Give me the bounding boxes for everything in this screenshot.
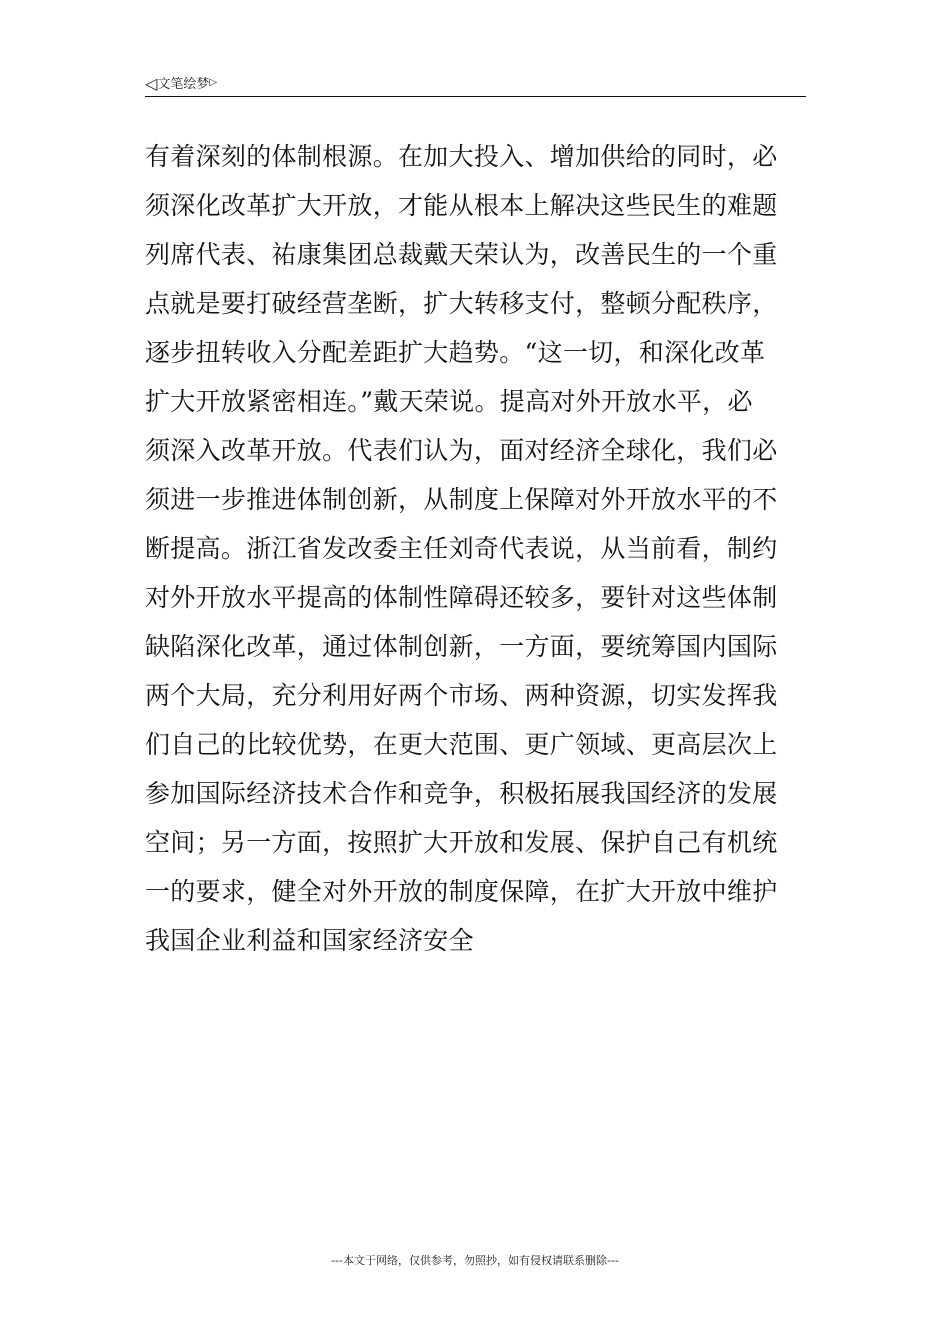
header-rule bbox=[145, 96, 806, 97]
text-line: 参加国际经济技术合作和竞争，积极拓展我国经济的发展 bbox=[145, 779, 778, 808]
text-line: 有着深刻的体制根源。在加大投入、增加供给的同时，必 bbox=[145, 142, 778, 171]
text-line: 对外开放水平提高的体制性障碍还较多，要针对这些体制 bbox=[145, 583, 778, 612]
text-line: 点就是要打破经营垄断，扩大转移支付，整顿分配秩序， bbox=[145, 289, 778, 318]
text-line: 断提高。浙江省发改委主任刘奇代表说，从当前看，制约 bbox=[145, 534, 778, 563]
left-triangle-icon: ◁ bbox=[145, 74, 158, 93]
body-text bbox=[145, 132, 815, 965]
text-line: 逐步扭转收入分配差距扩大趋势。“这一切，和深化改革 bbox=[145, 338, 766, 367]
text-line: 缺陷深化改革，通过体制创新，一方面，要统筹国内国际 bbox=[145, 632, 778, 661]
text-line: 我国企业利益和国家经济安全 bbox=[145, 926, 474, 955]
header-title: 文笔绘梦 bbox=[157, 77, 210, 92]
page-header bbox=[145, 74, 217, 94]
text-line: 们自己的比较优势，在更大范围、更广领域、更高层次上 bbox=[145, 730, 778, 759]
text-line: 扩大开放紧密相连。”戴天荣说。提高对外开放水平，必 bbox=[145, 387, 753, 416]
text-line: 须深化改革扩大开放，才能从根本上解决这些民生的难题 bbox=[145, 191, 778, 220]
text-line: 列席代表、祐康集团总裁戴天荣认为，改善民生的一个重 bbox=[145, 240, 778, 269]
text-line: 须进一步推进体制创新，从制度上保障对外开放水平的不 bbox=[145, 485, 778, 514]
right-triangle-icon: ▷ bbox=[209, 77, 218, 88]
text-line: 两个大局，充分利用好两个市场、两种资源，切实发挥我 bbox=[145, 681, 778, 710]
page-footer: ---本文于网络，仅供参考，勿照抄，如有侵权请联系删除--- bbox=[331, 1254, 619, 1267]
text-line: 空间；另一方面，按照扩大开放和发展、保护自己有机统 bbox=[145, 828, 778, 857]
text-line: 一的要求，健全对外开放的制度保障，在扩大开放中维护 bbox=[145, 877, 778, 906]
text-line: 须深入改革开放。代表们认为，面对经济全球化，我们必 bbox=[145, 436, 778, 465]
